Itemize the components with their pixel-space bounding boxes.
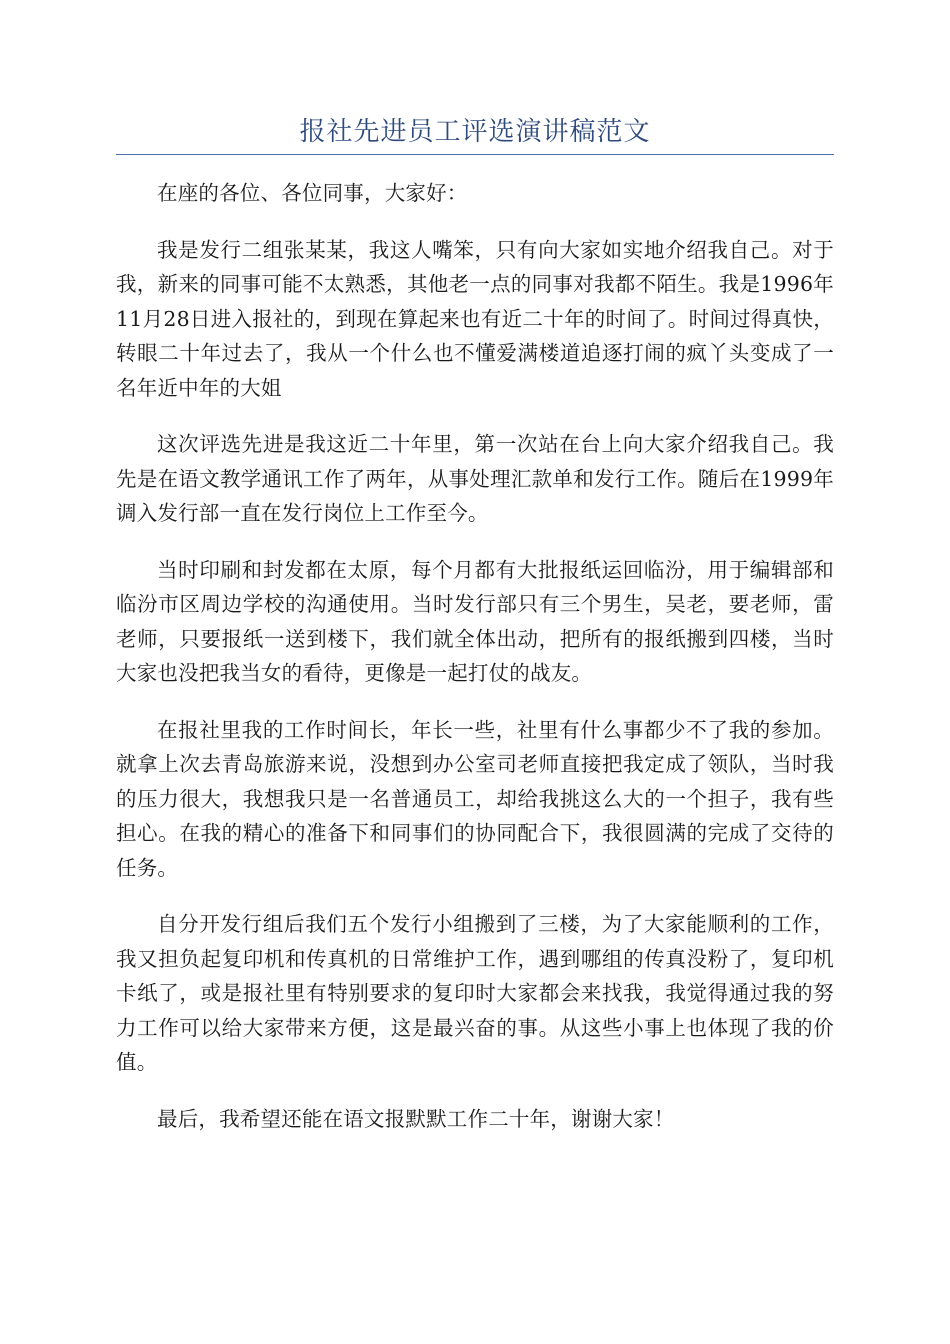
document-title: 报社先进员工评选演讲稿范文	[299, 117, 651, 147]
paragraph-closing: 最后，我希望还能在语文报默默工作二十年，谢谢大家！	[157, 1106, 675, 1131]
document-body	[116, 176, 834, 1158]
paragraph-equipment-duty: 自分开发行组后我们五个发行小组搬到了三楼，为了大家能顺利的工作，我又担负起复印机和传真机的日常维护工作，遇到哪组的传真没粉了，复印机卡纸了，或是报社里有特别要求的复印时大家都会来找我，我觉得通过我的努力工作可以给大家带来方便，这是最兴奋的事。从这些小事上也体现了我的价值。	[116, 912, 834, 1074]
paragraph-team-leader: 在报社里我的工作时间长，年长一些，社里有什么事都少不了我的参加。就拿上次去青岛旅游来说，没想到办公室司老师直接把我定成了领队，当时我的压力很大，我想我只是一名普通员工，却给我挑这么大的一个担子，我有些担心。在我的精心的准备下和同事们的协同配合下，我很圆满的完成了交待的任务。	[116, 717, 834, 880]
title-underline	[116, 154, 834, 155]
paragraph-work-history: 这次评选先进是我这近二十年里，第一次站在台上向大家介绍我自己。我先是在语文教学通讯工作了两年，从事处理汇款单和发行工作。随后在1999年调入发行部一直在发行岗位上工作至今。	[116, 432, 834, 525]
paragraph-printing-memories: 当时印刷和封发都在太原，每个月都有大批报纸运回临汾，用于编辑部和临汾市区周边学校的沟通使用。当时发行部只有三个男生，吴老，要老师，雷老师，只要报纸一送到楼下，我们就全体出动，把所有的报纸搬到四楼，当时大家也没把我当女的看待，更像是一起打仗的战友。	[116, 557, 834, 685]
paragraph-greeting: 在座的各位、各位同事，大家好：	[157, 181, 468, 205]
paragraph-introduction: 我是发行二组张某某，我这人嘴笨，只有向大家如实地介绍我自己。对于我，新来的同事可能不太熟悉，其他老一点的同事对我都不陌生。我是1996年11月28日进入报社的，到现在算起来也有近二十年的时间了。时间过得真快，转眼二十年过去了，我从一个什么也不懂爱满楼道追逐打闹的疯丫头变成了一名年近中年的大姐	[116, 237, 834, 400]
